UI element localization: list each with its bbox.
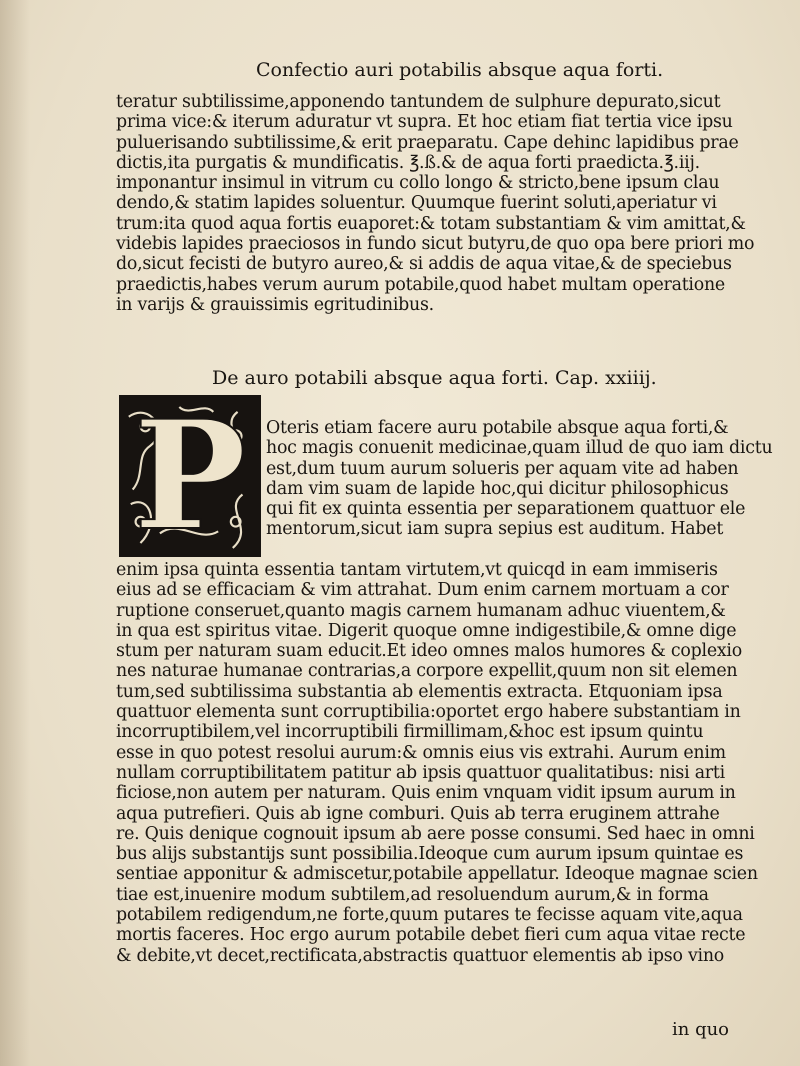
text-line: enim ipsa quinta essentia tantam virtutem,vt quicqd in eam immiseris: [116, 560, 718, 580]
page-gutter-shadow: [0, 0, 30, 1066]
text-line: est,dum tuum aurum solueris per aquam vite ad haben: [266, 458, 739, 479]
text-line: do,sicut fecisti de butyro aureo,& si addis de aqua vitae,& de speciebus: [116, 254, 732, 275]
text-line: re. Quis denique cognouit ipsum ab aere posse consumi. Sed haec in omni: [116, 823, 755, 844]
text-line: imponantur insimul in vitrum cu collo longo & stricto,bene ipsum clau: [116, 173, 720, 194]
text-line: eius ad se efficaciam & vim attrahat. Dum enim carnem mortuam a cor: [116, 580, 729, 601]
page-header: Confectio auri potabilis absque aqua forti.: [256, 59, 664, 81]
initial-letter-p: P: [133, 388, 247, 564]
text-line: nullam corruptibilitatem patitur ab ipsis quattuor qualitatibus: nisi arti: [116, 762, 725, 783]
text-line: dendo,& statim lapides soluentur. Quumque fuerint soluti,aperiatur vi: [116, 193, 717, 214]
text-line: trum:ita quod aqua fortis euaporet:& totam substantiam & vim amittat,&: [116, 213, 746, 234]
text-line: incorruptibilem,vel incorruptibili firmillimam,&hoc est ipsum quintu: [116, 722, 704, 743]
text-line: stum per naturam suam educit.Et ideo omnes malos humores & coplexio: [116, 641, 742, 662]
text-line: Oteris etiam facere auru potabile absque aqua forti,&: [266, 418, 729, 438]
text-line: hoc magis conuenit medicinae,quam illud de quo iam dictu: [266, 438, 773, 459]
text-block-2: [116, 560, 792, 966]
text-line: & debite,vt decet,rectificata,abstractis quattuor elementis ab ipso vino: [116, 945, 724, 966]
text-line: quattuor elementa sunt corruptibilia:oportet ergo habere substantiam in: [116, 702, 741, 723]
decorated-initial: [119, 388, 261, 564]
text-line: ficiose,non autem per naturam. Quis enim vnquam vidit ipsum aurum in: [116, 783, 736, 804]
text-line: mentorum,sicut iam supra sepius est auditum. Habet: [266, 519, 724, 540]
chapter-heading: De auro potabili absque aqua forti. Cap. xxiiij.: [212, 367, 657, 389]
text-line: tiae est,inuenire modum subtilem,ad resoluendum aurum,& in forma: [116, 884, 709, 905]
text-line: videbis lapides praeciosos in fundo sicut butyru,de quo opa bere priori mo: [116, 234, 755, 255]
text-line: sentiae apponitur & admiscetur,potabile appellatur. Ideoque magnae scien: [116, 864, 758, 885]
text-line: esse in quo potest resolui aurum:& omnis eius vis extrahi. Aurum enim: [116, 742, 726, 763]
text-line: mortis faceres. Hoc ergo aurum potabile debet fieri cum aqua vitae recte: [116, 925, 746, 946]
text-line: dam vim suam de lapide hoc,qui dicitur philosophicus: [266, 478, 729, 499]
text-block-1: [116, 92, 792, 315]
text-line: nes naturae humanae contrarias,a corpore expellit,quum non sit elemen: [116, 661, 738, 682]
catchword: in quo: [672, 1019, 730, 1040]
text-line: puluerisando subtilissime,& erit praeparatu. Cape dehinc lapidibus prae: [116, 132, 739, 153]
text-line: in varijs & grauissimis egritudinibus.: [116, 294, 434, 315]
indented-text-block: [266, 418, 792, 540]
text-line: aqua putrefieri. Quis ab igne comburi. Quis ab terra eruginem attrahe: [116, 803, 720, 824]
text-line: potabilem redigendum,ne forte,quum putares te fecisse aquam vite,aqua: [116, 905, 743, 926]
text-line: qui fit ex quinta essentia per separationem quattuor ele: [266, 499, 746, 520]
text-line: tum,sed subtilissima substantia ab elementis extracta. Etquoniam ipsa: [116, 681, 723, 702]
text-line: dictis,ita purgatis & mundificatis. ℥.ß.& de aqua forti praedicta.℥.iij.: [116, 152, 700, 173]
text-line: in qua est spiritus vitae. Digerit quoque omne indigestibile,& omne dige: [116, 620, 737, 641]
text-line: teratur subtilissime,apponendo tantundem de sulphure depurato,sicut: [116, 92, 721, 112]
text-line: ruptione conseruet,quanto magis carnem humanam adhuc viuentem,&: [116, 600, 726, 621]
text-line: praedictis,habes verum aurum potabile,quod habet multam operatione: [116, 274, 725, 295]
text-line: bus alijs substantijs sunt possibilia.Ideoque cum aurum ipsum quintae es: [116, 844, 744, 865]
text-line: prima vice:& iterum aduratur vt supra. Et hoc etiam fiat tertia vice ipsu: [116, 112, 733, 133]
